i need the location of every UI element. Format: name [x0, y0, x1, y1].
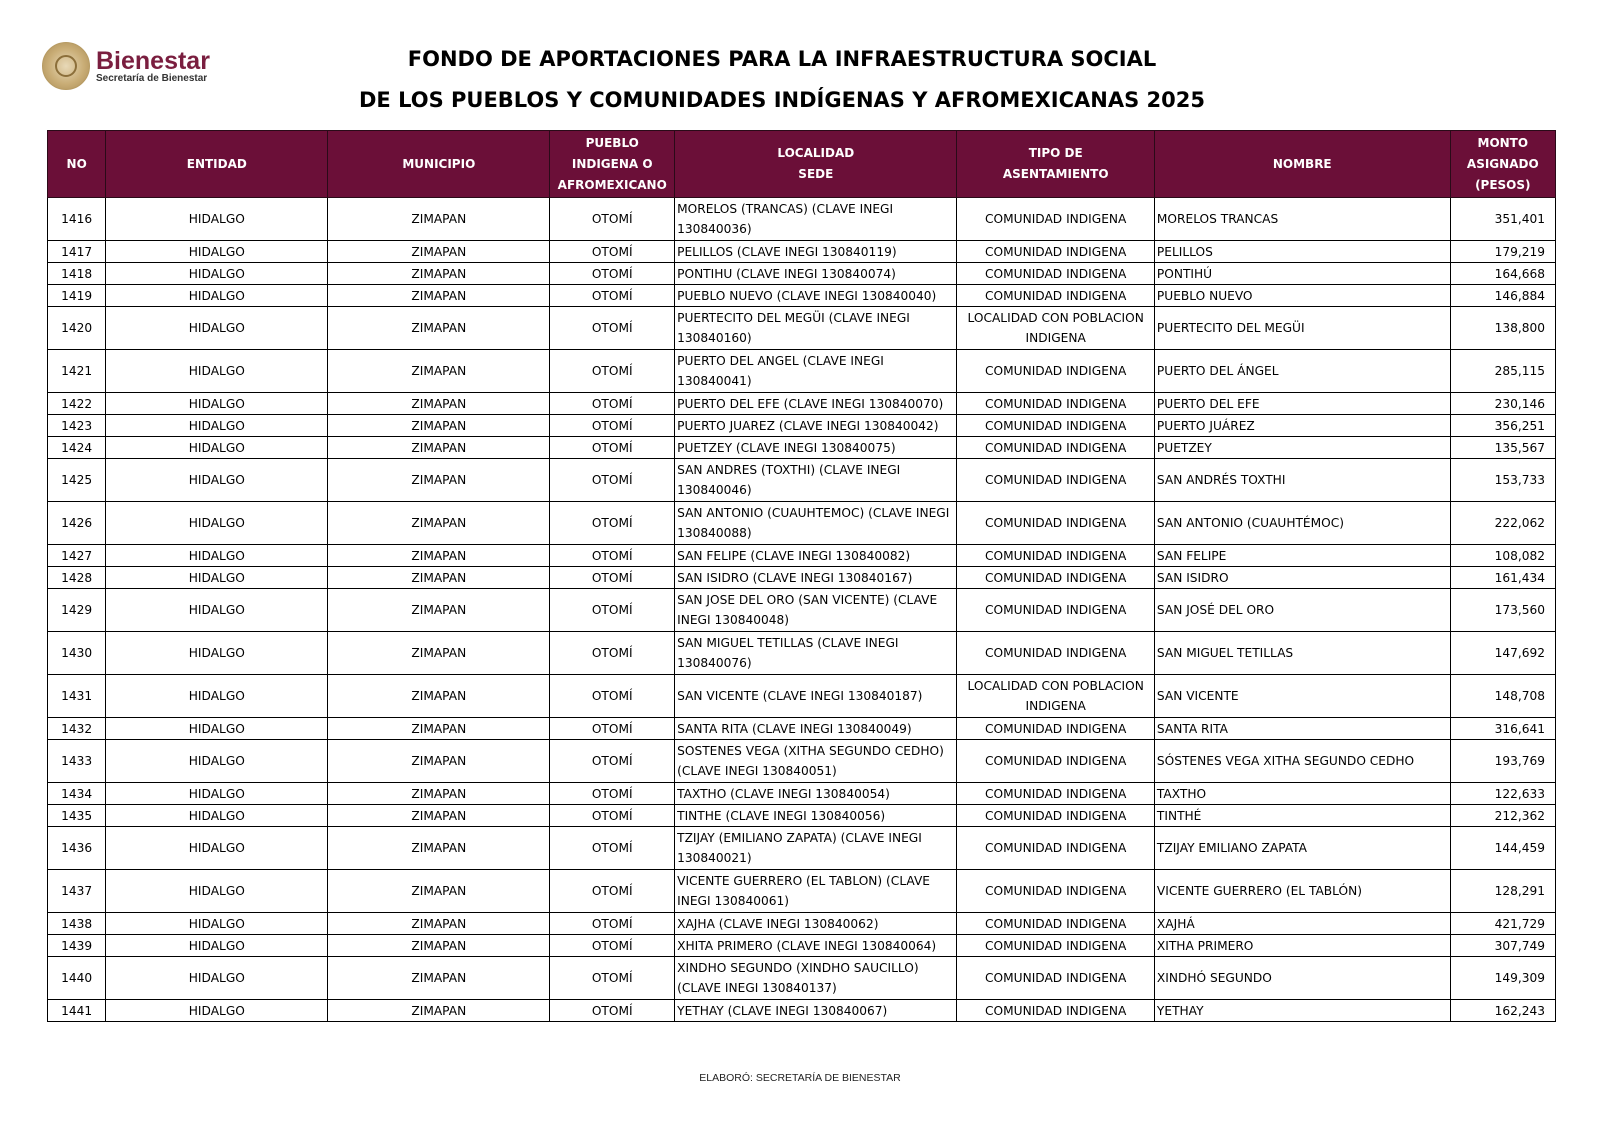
cell-pueblo: OTOMÍ — [550, 1000, 675, 1022]
cell-entidad: HIDALGO — [106, 827, 328, 870]
cell-localidad: PUETZEY (CLAVE INEGI 130840075) — [675, 437, 957, 459]
cell-nombre: SAN VICENTE — [1154, 675, 1450, 718]
table-row — [48, 805, 1556, 827]
cell-municipio: ZIMAPAN — [328, 263, 550, 285]
cell-municipio: ZIMAPAN — [328, 805, 550, 827]
cell-tipo: COMUNIDAD INDIGENA — [957, 393, 1154, 415]
cell-pueblo: OTOMÍ — [550, 198, 675, 241]
cell-localidad: XINDHO SEGUNDO (XINDHO SAUCILLO) (CLAVE INEGI 130840137) — [675, 957, 957, 1000]
cell-monto: 179,219 — [1450, 241, 1555, 263]
cell-entidad: HIDALGO — [106, 415, 328, 437]
cell-nombre: TZIJAY EMILIANO ZAPATA — [1154, 827, 1450, 870]
cell-nombre: TINTHÉ — [1154, 805, 1450, 827]
cell-entidad: HIDALGO — [106, 740, 328, 783]
cell-pueblo: OTOMÍ — [550, 827, 675, 870]
cell-tipo: COMUNIDAD INDIGENA — [957, 350, 1154, 393]
cell-monto: 122,633 — [1450, 783, 1555, 805]
cell-entidad: HIDALGO — [106, 502, 328, 545]
cell-monto: 148,708 — [1450, 675, 1555, 718]
table-row — [48, 718, 1556, 740]
cell-nombre: VICENTE GUERRERO (EL TABLÓN) — [1154, 870, 1450, 913]
cell-no: 1416 — [48, 198, 106, 241]
cell-monto: 149,309 — [1450, 957, 1555, 1000]
cell-nombre: YETHAY — [1154, 1000, 1450, 1022]
cell-no: 1434 — [48, 783, 106, 805]
table-row — [48, 740, 1556, 783]
cell-municipio: ZIMAPAN — [328, 437, 550, 459]
cell-entidad: HIDALGO — [106, 870, 328, 913]
cell-no: 1433 — [48, 740, 106, 783]
cell-pueblo: OTOMÍ — [550, 632, 675, 675]
logo-subtitle: Secretaría de Bienestar — [96, 72, 208, 84]
cell-no: 1424 — [48, 437, 106, 459]
table-row — [48, 241, 1556, 263]
cell-monto: 108,082 — [1450, 545, 1555, 567]
cell-no: 1438 — [48, 913, 106, 935]
cell-nombre: SAN FELIPE — [1154, 545, 1450, 567]
cell-nombre: SAN ANTONIO (CUAUHTÉMOC) — [1154, 502, 1450, 545]
cell-tipo: COMUNIDAD INDIGENA — [957, 589, 1154, 632]
cell-nombre: SANTA RITA — [1154, 718, 1450, 740]
cell-entidad: HIDALGO — [106, 805, 328, 827]
cell-municipio: ZIMAPAN — [328, 415, 550, 437]
cell-localidad: MORELOS (TRANCAS) (CLAVE INEGI 130840036) — [675, 198, 957, 241]
cell-municipio: ZIMAPAN — [328, 589, 550, 632]
cell-tipo: COMUNIDAD INDIGENA — [957, 870, 1154, 913]
cell-tipo: COMUNIDAD INDIGENA — [957, 459, 1154, 502]
cell-monto: 153,733 — [1450, 459, 1555, 502]
cell-localidad: SAN ANTONIO (CUAUHTEMOC) (CLAVE INEGI 130840088) — [675, 502, 957, 545]
cell-tipo: COMUNIDAD INDIGENA — [957, 567, 1154, 589]
cell-monto: 421,729 — [1450, 913, 1555, 935]
cell-localidad: SANTA RITA (CLAVE INEGI 130840049) — [675, 718, 957, 740]
cell-tipo: COMUNIDAD INDIGENA — [957, 805, 1154, 827]
cell-tipo: LOCALIDAD CON POBLACION INDIGENA — [957, 307, 1154, 350]
cell-tipo: LOCALIDAD CON POBLACION INDIGENA — [957, 675, 1154, 718]
cell-pueblo: OTOMÍ — [550, 502, 675, 545]
table-row — [48, 957, 1556, 1000]
cell-entidad: HIDALGO — [106, 393, 328, 415]
cell-tipo: COMUNIDAD INDIGENA — [957, 1000, 1154, 1022]
cell-monto: 351,401 — [1450, 198, 1555, 241]
cell-localidad: SAN ISIDRO (CLAVE INEGI 130840167) — [675, 567, 957, 589]
cell-pueblo: OTOMÍ — [550, 935, 675, 957]
cell-tipo: COMUNIDAD INDIGENA — [957, 502, 1154, 545]
col-header-localidad: LOCALIDAD SEDE — [675, 131, 957, 198]
cell-pueblo: OTOMÍ — [550, 459, 675, 502]
cell-no: 1422 — [48, 393, 106, 415]
cell-tipo: COMUNIDAD INDIGENA — [957, 957, 1154, 1000]
cell-municipio: ZIMAPAN — [328, 957, 550, 1000]
cell-tipo: COMUNIDAD INDIGENA — [957, 827, 1154, 870]
table-row — [48, 675, 1556, 718]
cell-entidad: HIDALGO — [106, 307, 328, 350]
table-row — [48, 935, 1556, 957]
cell-pueblo: OTOMÍ — [550, 437, 675, 459]
cell-localidad: PELILLOS (CLAVE INEGI 130840119) — [675, 241, 957, 263]
cell-entidad: HIDALGO — [106, 263, 328, 285]
footer-credit: ELABORÓ: SECRETARÍA DE BIENESTAR — [699, 1072, 901, 1084]
cell-monto: 307,749 — [1450, 935, 1555, 957]
cell-localidad: SAN VICENTE (CLAVE INEGI 130840187) — [675, 675, 957, 718]
cell-municipio: ZIMAPAN — [328, 459, 550, 502]
col-header-no: NO — [48, 131, 106, 198]
table-row — [48, 783, 1556, 805]
cell-pueblo: OTOMÍ — [550, 870, 675, 913]
cell-municipio: ZIMAPAN — [328, 393, 550, 415]
cell-no: 1435 — [48, 805, 106, 827]
cell-localidad: PUERTO DEL ANGEL (CLAVE INEGI 130840041) — [675, 350, 957, 393]
cell-entidad: HIDALGO — [106, 350, 328, 393]
allocation-table — [47, 130, 1556, 1022]
cell-entidad: HIDALGO — [106, 198, 328, 241]
table-row — [48, 632, 1556, 675]
cell-nombre: PUERTO DEL EFE — [1154, 393, 1450, 415]
cell-entidad: HIDALGO — [106, 285, 328, 307]
cell-entidad: HIDALGO — [106, 632, 328, 675]
cell-entidad: HIDALGO — [106, 459, 328, 502]
cell-municipio: ZIMAPAN — [328, 350, 550, 393]
cell-no: 1430 — [48, 632, 106, 675]
cell-pueblo: OTOMÍ — [550, 675, 675, 718]
cell-entidad: HIDALGO — [106, 718, 328, 740]
document-title-line1: FONDO DE APORTACIONES PARA LA INFRAESTRUCTURA SOCIAL — [407, 47, 1157, 71]
cell-monto: 135,567 — [1450, 437, 1555, 459]
cell-municipio: ZIMAPAN — [328, 783, 550, 805]
cell-tipo: COMUNIDAD INDIGENA — [957, 437, 1154, 459]
cell-pueblo: OTOMÍ — [550, 740, 675, 783]
cell-nombre: XITHA PRIMERO — [1154, 935, 1450, 957]
table-row — [48, 567, 1556, 589]
cell-monto: 161,434 — [1450, 567, 1555, 589]
col-header-tipo: TIPO DE ASENTAMIENTO — [957, 131, 1154, 198]
cell-nombre: PUEBLO NUEVO — [1154, 285, 1450, 307]
cell-tipo: COMUNIDAD INDIGENA — [957, 718, 1154, 740]
cell-localidad: TZIJAY (EMILIANO ZAPATA) (CLAVE INEGI 130840021) — [675, 827, 957, 870]
cell-monto: 356,251 — [1450, 415, 1555, 437]
cell-no: 1426 — [48, 502, 106, 545]
cell-tipo: COMUNIDAD INDIGENA — [957, 783, 1154, 805]
table-row — [48, 415, 1556, 437]
cell-nombre: SÓSTENES VEGA XITHA SEGUNDO CEDHO — [1154, 740, 1450, 783]
cell-tipo: COMUNIDAD INDIGENA — [957, 935, 1154, 957]
cell-nombre: PUERTO DEL ÁNGEL — [1154, 350, 1450, 393]
cell-pueblo: OTOMÍ — [550, 783, 675, 805]
table-row — [48, 870, 1556, 913]
cell-municipio: ZIMAPAN — [328, 632, 550, 675]
cell-municipio: ZIMAPAN — [328, 285, 550, 307]
table-row — [48, 589, 1556, 632]
cell-pueblo: OTOMÍ — [550, 263, 675, 285]
cell-pueblo: OTOMÍ — [550, 393, 675, 415]
cell-tipo: COMUNIDAD INDIGENA — [957, 740, 1154, 783]
col-header-nombre: NOMBRE — [1154, 131, 1450, 198]
cell-no: 1423 — [48, 415, 106, 437]
table-row — [48, 913, 1556, 935]
table-row — [48, 459, 1556, 502]
cell-localidad: SAN ANDRES (TOXTHI) (CLAVE INEGI 130840046) — [675, 459, 957, 502]
cell-nombre: PONTIHÚ — [1154, 263, 1450, 285]
cell-no: 1437 — [48, 870, 106, 913]
table-row — [48, 307, 1556, 350]
cell-nombre: SAN JOSÉ DEL ORO — [1154, 589, 1450, 632]
table-row — [48, 350, 1556, 393]
cell-pueblo: OTOMÍ — [550, 545, 675, 567]
cell-no: 1436 — [48, 827, 106, 870]
cell-municipio: ZIMAPAN — [328, 502, 550, 545]
cell-municipio: ZIMAPAN — [328, 1000, 550, 1022]
cell-entidad: HIDALGO — [106, 589, 328, 632]
cell-municipio: ZIMAPAN — [328, 198, 550, 241]
cell-no: 1419 — [48, 285, 106, 307]
cell-no: 1425 — [48, 459, 106, 502]
cell-tipo: COMUNIDAD INDIGENA — [957, 285, 1154, 307]
cell-tipo: COMUNIDAD INDIGENA — [957, 241, 1154, 263]
cell-pueblo: OTOMÍ — [550, 285, 675, 307]
cell-monto: 138,800 — [1450, 307, 1555, 350]
table-row — [48, 827, 1556, 870]
cell-municipio: ZIMAPAN — [328, 545, 550, 567]
cell-entidad: HIDALGO — [106, 675, 328, 718]
cell-entidad: HIDALGO — [106, 437, 328, 459]
table-row — [48, 545, 1556, 567]
cell-localidad: TAXTHO (CLAVE INEGI 130840054) — [675, 783, 957, 805]
cell-no: 1428 — [48, 567, 106, 589]
cell-tipo: COMUNIDAD INDIGENA — [957, 632, 1154, 675]
cell-entidad: HIDALGO — [106, 913, 328, 935]
cell-entidad: HIDALGO — [106, 935, 328, 957]
col-header-monto: MONTO ASIGNADO (PESOS) — [1450, 131, 1555, 198]
cell-localidad: TINTHE (CLAVE INEGI 130840056) — [675, 805, 957, 827]
cell-municipio: ZIMAPAN — [328, 740, 550, 783]
cell-monto: 164,668 — [1450, 263, 1555, 285]
cell-pueblo: OTOMÍ — [550, 805, 675, 827]
cell-pueblo: OTOMÍ — [550, 350, 675, 393]
cell-municipio: ZIMAPAN — [328, 675, 550, 718]
cell-pueblo: OTOMÍ — [550, 718, 675, 740]
cell-monto: 128,291 — [1450, 870, 1555, 913]
cell-localidad: PUEBLO NUEVO (CLAVE INEGI 130840040) — [675, 285, 957, 307]
cell-entidad: HIDALGO — [106, 1000, 328, 1022]
cell-localidad: XHITA PRIMERO (CLAVE INEGI 130840064) — [675, 935, 957, 957]
table-body — [48, 198, 1556, 1022]
cell-pueblo: OTOMÍ — [550, 307, 675, 350]
cell-monto: 316,641 — [1450, 718, 1555, 740]
cell-monto: 173,560 — [1450, 589, 1555, 632]
cell-nombre: XAJHÁ — [1154, 913, 1450, 935]
cell-pueblo: OTOMÍ — [550, 241, 675, 263]
cell-monto: 193,769 — [1450, 740, 1555, 783]
cell-no: 1432 — [48, 718, 106, 740]
cell-nombre: SAN MIGUEL TETILLAS — [1154, 632, 1450, 675]
cell-tipo: COMUNIDAD INDIGENA — [957, 913, 1154, 935]
cell-monto: 285,115 — [1450, 350, 1555, 393]
table-row — [48, 198, 1556, 241]
cell-entidad: HIDALGO — [106, 567, 328, 589]
cell-municipio: ZIMAPAN — [328, 935, 550, 957]
table-row — [48, 502, 1556, 545]
cell-pueblo: OTOMÍ — [550, 567, 675, 589]
cell-no: 1429 — [48, 589, 106, 632]
cell-no: 1440 — [48, 957, 106, 1000]
cell-nombre: SAN ISIDRO — [1154, 567, 1450, 589]
cell-pueblo: OTOMÍ — [550, 957, 675, 1000]
cell-localidad: XAJHA (CLAVE INEGI 130840062) — [675, 913, 957, 935]
cell-nombre: SAN ANDRÉS TOXTHI — [1154, 459, 1450, 502]
cell-nombre: PELILLOS — [1154, 241, 1450, 263]
cell-no: 1421 — [48, 350, 106, 393]
cell-localidad: PUERTO JUAREZ (CLAVE INEGI 130840042) — [675, 415, 957, 437]
cell-no: 1439 — [48, 935, 106, 957]
cell-municipio: ZIMAPAN — [328, 307, 550, 350]
cell-nombre: PUERTECITO DEL MEGÜI — [1154, 307, 1450, 350]
cell-no: 1427 — [48, 545, 106, 567]
table-row — [48, 1000, 1556, 1022]
document-title-line2: DE LOS PUEBLOS Y COMUNIDADES INDÍGENAS Y AFROMEXICANAS 2025 — [359, 88, 1205, 112]
cell-municipio: ZIMAPAN — [328, 913, 550, 935]
cell-pueblo: OTOMÍ — [550, 589, 675, 632]
cell-entidad: HIDALGO — [106, 545, 328, 567]
cell-entidad: HIDALGO — [106, 783, 328, 805]
cell-municipio: ZIMAPAN — [328, 870, 550, 913]
table-header-row — [48, 131, 1556, 198]
col-header-pueblo: PUEBLO INDIGENA O AFROMEXICANO — [550, 131, 675, 198]
cell-entidad: HIDALGO — [106, 957, 328, 1000]
cell-nombre: MORELOS TRANCAS — [1154, 198, 1450, 241]
cell-localidad: YETHAY (CLAVE INEGI 130840067) — [675, 1000, 957, 1022]
cell-nombre: PUETZEY — [1154, 437, 1450, 459]
cell-nombre: TAXTHO — [1154, 783, 1450, 805]
cell-tipo: COMUNIDAD INDIGENA — [957, 545, 1154, 567]
table-row — [48, 263, 1556, 285]
cell-municipio: ZIMAPAN — [328, 241, 550, 263]
cell-localidad: SAN MIGUEL TETILLAS (CLAVE INEGI 130840076) — [675, 632, 957, 675]
cell-localidad: SAN JOSE DEL ORO (SAN VICENTE) (CLAVE INEGI 130840048) — [675, 589, 957, 632]
cell-localidad: SAN FELIPE (CLAVE INEGI 130840082) — [675, 545, 957, 567]
cell-municipio: ZIMAPAN — [328, 567, 550, 589]
cell-tipo: COMUNIDAD INDIGENA — [957, 263, 1154, 285]
table-row — [48, 437, 1556, 459]
cell-pueblo: OTOMÍ — [550, 415, 675, 437]
cell-localidad: PONTIHU (CLAVE INEGI 130840074) — [675, 263, 957, 285]
table-row — [48, 285, 1556, 307]
cell-monto: 222,062 — [1450, 502, 1555, 545]
cell-monto: 144,459 — [1450, 827, 1555, 870]
cell-no: 1418 — [48, 263, 106, 285]
cell-monto: 146,884 — [1450, 285, 1555, 307]
cell-no: 1417 — [48, 241, 106, 263]
col-header-entidad: ENTIDAD — [106, 131, 328, 198]
cell-monto: 162,243 — [1450, 1000, 1555, 1022]
cell-localidad: PUERTECITO DEL MEGÜI (CLAVE INEGI 130840160) — [675, 307, 957, 350]
cell-nombre: PUERTO JUÁREZ — [1154, 415, 1450, 437]
table-row — [48, 393, 1556, 415]
cell-localidad: SOSTENES VEGA (XITHA SEGUNDO CEDHO) (CLAVE INEGI 130840051) — [675, 740, 957, 783]
logo-name: Bienestar — [96, 46, 210, 75]
cell-nombre: XINDHÓ SEGUNDO — [1154, 957, 1450, 1000]
cell-municipio: ZIMAPAN — [328, 718, 550, 740]
cell-no: 1441 — [48, 1000, 106, 1022]
cell-pueblo: OTOMÍ — [550, 913, 675, 935]
cell-municipio: ZIMAPAN — [328, 827, 550, 870]
cell-monto: 212,362 — [1450, 805, 1555, 827]
cell-monto: 230,146 — [1450, 393, 1555, 415]
col-header-municipio: MUNICIPIO — [328, 131, 550, 198]
cell-tipo: COMUNIDAD INDIGENA — [957, 415, 1154, 437]
cell-no: 1420 — [48, 307, 106, 350]
cell-localidad: PUERTO DEL EFE (CLAVE INEGI 130840070) — [675, 393, 957, 415]
cell-tipo: COMUNIDAD INDIGENA — [957, 198, 1154, 241]
cell-monto: 147,692 — [1450, 632, 1555, 675]
cell-no: 1431 — [48, 675, 106, 718]
cell-localidad: VICENTE GUERRERO (EL TABLON) (CLAVE INEGI 130840061) — [675, 870, 957, 913]
cell-entidad: HIDALGO — [106, 241, 328, 263]
